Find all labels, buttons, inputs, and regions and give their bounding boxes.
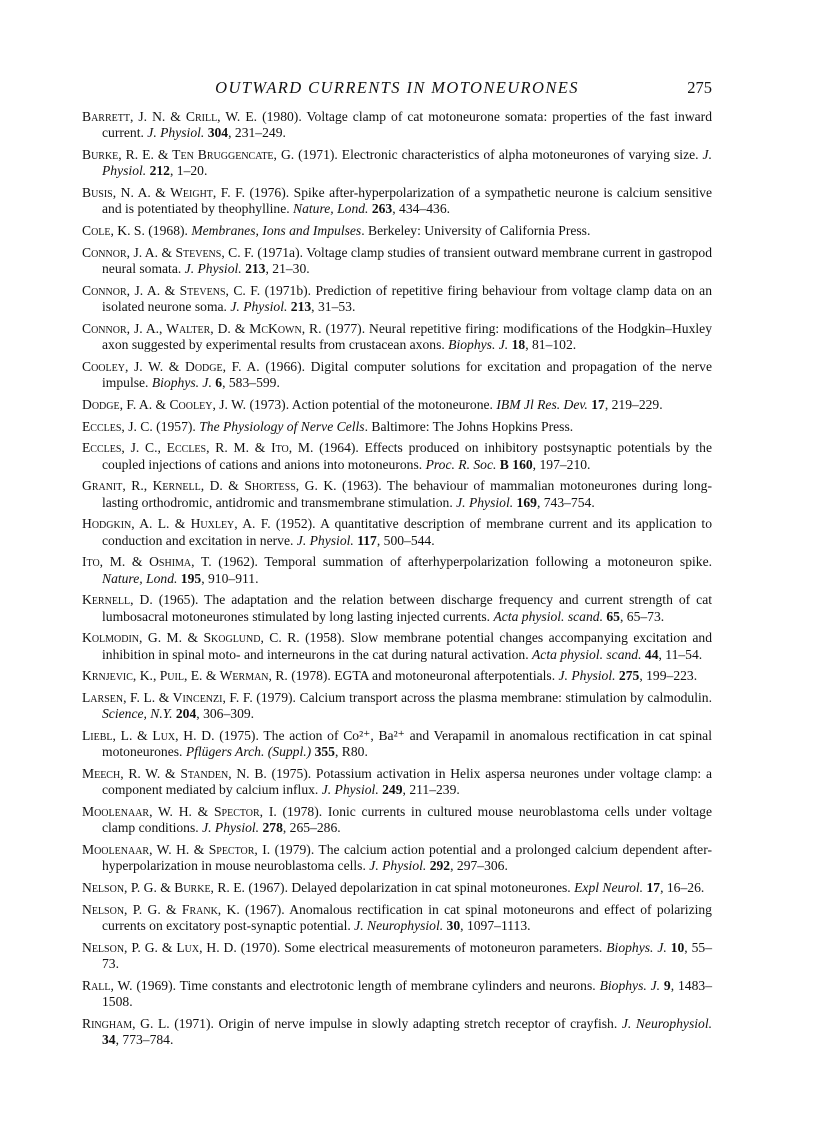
reference-journal: Acta physiol. scand. bbox=[532, 646, 642, 662]
reference-entry bbox=[82, 842, 712, 874]
reference-volume: 195 bbox=[177, 570, 202, 586]
reference-volume: 9 bbox=[660, 977, 671, 993]
reference-authors: Moolenaar, W. H. & Spector, I. bbox=[82, 804, 277, 820]
reference-text: (1958). Slow membrane potential changes accompanying excitation and inhibition in spinal moto- and interneurons in the cat during natural activation. bbox=[102, 630, 713, 662]
reference-volume: 278 bbox=[259, 820, 283, 836]
reference-authors: Kolmodin, G. M. & Skoglund, C. R. bbox=[82, 630, 300, 646]
reference-authors: Barrett, J. N. & Crill, W. E. bbox=[82, 109, 258, 124]
reference-pages: , 306–309. bbox=[196, 706, 255, 722]
reference-authors: Rall, W. bbox=[82, 977, 133, 993]
page-header bbox=[82, 78, 712, 102]
reference-volume: 6 bbox=[211, 375, 223, 390]
reference-entry bbox=[82, 690, 712, 722]
reference-authors: Connor, J. A., Walter, D. & McKown, R. bbox=[82, 320, 322, 336]
reference-journal: Biophys. J. bbox=[151, 375, 212, 390]
reference-entry bbox=[82, 940, 712, 972]
reference-authors: Busis, N. A. & Weight, F. F. bbox=[82, 185, 246, 200]
reference-entry bbox=[82, 978, 712, 1010]
reference-entry bbox=[82, 440, 712, 472]
reference-journal: Biophys. J. bbox=[599, 977, 661, 993]
reference-volume: 17 bbox=[587, 396, 605, 412]
reference-pages: , 231–249. bbox=[228, 125, 286, 141]
reference-authors: Eccles, J. C., Eccles, R. M. & Ito, M. bbox=[82, 440, 314, 456]
reference-authors: Cole, K. S. bbox=[82, 223, 145, 238]
reference-pages: , 65–73. bbox=[619, 608, 665, 624]
reference-pages: , 55–73. bbox=[102, 939, 712, 972]
reference-entry bbox=[82, 728, 712, 760]
reference-journal: Membranes, Ions and Impulses bbox=[191, 223, 362, 238]
reference-pages: , 500–544. bbox=[376, 532, 435, 548]
reference-text: (1975). Potassium activation in Helix aspersa neurones under voltage clamp: a component mediated by calcium influx. bbox=[102, 766, 712, 798]
reference-volume: 292 bbox=[426, 858, 451, 874]
reference-entry bbox=[82, 554, 712, 586]
reference-journal: J. Physiol. bbox=[102, 147, 712, 179]
page-number: 275 bbox=[687, 78, 712, 97]
reference-journal: IBM Jl Res. Dev. bbox=[496, 396, 588, 412]
reference-text: (1979). Calcium transport across the plasma membrane: stimulation by calmodulin. bbox=[252, 690, 712, 706]
reference-volume: 44 bbox=[641, 646, 659, 662]
reference-text: (1966). Digital computer solutions for excitation and propagation of the nerve impulse. bbox=[102, 358, 712, 390]
reference-authors: Nelson, P. G. & Frank, K. bbox=[82, 901, 240, 917]
reference-journal: J. Neurophysiol. bbox=[621, 1015, 713, 1031]
reference-text: (1968). bbox=[144, 223, 192, 238]
reference-entry bbox=[82, 397, 712, 413]
reference-text: (1980). Voltage clamp of cat motoneurone somata: properties of the fast inward current. bbox=[102, 109, 712, 141]
reference-volume: 169 bbox=[513, 494, 537, 510]
reference-volume: 117 bbox=[353, 532, 377, 548]
reference-volume: 30 bbox=[443, 918, 461, 934]
reference-authors: Larsen, F. L. & Vincenzi, F. F. bbox=[82, 690, 253, 706]
reference-journal: Acta physiol. scand. bbox=[493, 608, 603, 624]
reference-text: (1973). Action potential of the motoneurone. bbox=[246, 396, 497, 412]
reference-journal: J. Physiol. bbox=[296, 532, 354, 548]
reference-volume: 10 bbox=[666, 939, 685, 955]
reference-authors: Dodge, F. A. & Cooley, J. W. bbox=[82, 396, 247, 412]
reference-entry bbox=[82, 109, 712, 141]
reference-text: (1967). Delayed depolarization in cat spinal motoneurones. bbox=[244, 880, 575, 896]
reference-entry bbox=[82, 478, 712, 510]
reference-pages: , 265–286. bbox=[282, 820, 341, 836]
reference-entry bbox=[82, 668, 712, 684]
reference-authors: Nelson, P. G. & Burke, R. E. bbox=[82, 880, 245, 896]
reference-text: (1957). bbox=[152, 418, 200, 434]
reference-entry bbox=[82, 359, 712, 391]
reference-pages: , R80. bbox=[334, 744, 368, 760]
reference-authors: Ringham, G. L. bbox=[82, 1015, 170, 1031]
reference-journal: J. Physiol. bbox=[321, 782, 379, 798]
reference-entry bbox=[82, 419, 712, 435]
reference-entry bbox=[82, 630, 712, 662]
reference-journal: J. Neurophysiol. bbox=[354, 918, 444, 934]
reference-text: (1971b). Prediction of repetitive firing behaviour from voltage clamp data on an isolated neurone soma. bbox=[102, 282, 712, 314]
reference-authors: Meech, R. W. & Standen, N. B. bbox=[82, 766, 267, 782]
reference-entry bbox=[82, 592, 712, 624]
reference-journal: Biophys. J. bbox=[448, 337, 509, 352]
reference-pages: , 583–599. bbox=[222, 375, 280, 390]
reference-authors: Nelson, P. G. & Lux, H. D. bbox=[82, 939, 237, 955]
reference-text: (1978). Ionic currents in cultured mouse neuroblastoma cells under voltage clamp conditions. bbox=[102, 804, 712, 836]
reference-pages: , 211–239. bbox=[402, 782, 460, 798]
reference-entry bbox=[82, 1016, 712, 1048]
reference-journal: J. Physiol. bbox=[184, 261, 242, 276]
reference-pages: , 743–754. bbox=[536, 494, 595, 510]
reference-text: (1969). Time constants and electrotonic length of membrane cylinders and neurons. bbox=[132, 977, 600, 993]
reference-pages: , 1483–1508. bbox=[102, 977, 712, 1010]
reference-entry bbox=[82, 245, 712, 277]
reference-pages: , 297–306. bbox=[450, 858, 508, 874]
reference-authors: Burke, R. E. & Ten Bruggencate, G. bbox=[82, 147, 295, 162]
running-title: OUTWARD CURRENTS IN MOTONEURONES bbox=[215, 78, 579, 97]
reference-entry bbox=[82, 147, 712, 179]
reference-entry bbox=[82, 880, 712, 896]
reference-volume: 17 bbox=[643, 880, 661, 896]
reference-text: (1967). Anomalous rectification in cat spinal motoneurons and effect of polarizing currents on excitatory post-synaptic potential. bbox=[102, 901, 712, 934]
reference-text: (1965). The adaptation and the relation between discharge frequency and current strength of cat lumbosacral motoneurones stimulated by long lasting injected currents. bbox=[102, 592, 713, 624]
reference-pages: , 81–102. bbox=[525, 337, 577, 352]
reference-volume: 213 bbox=[241, 261, 266, 276]
reference-pages: , 910–911. bbox=[201, 570, 259, 586]
reference-text: (1978). EGTA and motoneuronal afterpotentials. bbox=[287, 668, 559, 684]
reference-journal: The Physiology of Nerve Cells bbox=[199, 418, 365, 434]
reference-journal: Pflügers Arch. (Suppl.) bbox=[185, 744, 312, 760]
reference-entry bbox=[82, 321, 712, 353]
reference-authors: Connor, J. A. & Stevens, C. F. bbox=[82, 282, 261, 298]
reference-authors: Liebl, L. & Lux, H. D. bbox=[82, 728, 215, 744]
reference-text: (1975). The action of Co²⁺, Ba²⁺ and Verapamil in anomalous rectification in cat spinal motoneurones. bbox=[102, 728, 712, 760]
reference-journal: J. Physiol. bbox=[202, 820, 260, 836]
reference-pages: , 1097–1113. bbox=[460, 918, 531, 934]
reference-text: (1979). The calcium action potential and a prolonged calcium dependent after-hyperpolarization in mouse neuroblastoma cells. bbox=[102, 842, 712, 874]
reference-journal: Nature, Lond. bbox=[102, 570, 178, 586]
reference-journal: Proc. R. Soc. bbox=[425, 456, 497, 472]
reference-authors: Eccles, J. C. bbox=[82, 418, 153, 434]
reference-volume: 213 bbox=[287, 299, 312, 314]
reference-pages: , 31–53. bbox=[311, 299, 356, 314]
reference-list bbox=[82, 109, 712, 1054]
reference-text: (1964). Effects produced on inhibitory postsynaptic potentials by the coupled injections of cations and anions into motoneurons. bbox=[102, 440, 712, 472]
reference-pages: , 219–229. bbox=[604, 396, 663, 412]
reference-text: (1970). Some electrical measurements of motoneuron parameters. bbox=[236, 939, 607, 955]
reference-volume: 212 bbox=[146, 163, 170, 179]
reference-pages: . Berkeley: University of California Press. bbox=[361, 223, 591, 238]
reference-entry bbox=[82, 283, 712, 315]
reference-entry bbox=[82, 902, 712, 934]
reference-text: (1962). Temporal summation of afterhyperpolarization following a motoneuron spike. bbox=[211, 554, 712, 570]
reference-pages: , 11–54. bbox=[658, 646, 703, 662]
reference-pages: , 16–26. bbox=[660, 880, 705, 896]
reference-pages: , 197–210. bbox=[532, 456, 591, 472]
reference-authors: Granit, R., Kernell, D. & Shortess, G. K. bbox=[82, 478, 337, 494]
reference-authors: Ito, M. & Oshima, T. bbox=[82, 554, 212, 570]
reference-journal: J. Physiol. bbox=[558, 668, 616, 684]
reference-volume: 18 bbox=[508, 337, 526, 352]
reference-pages: , 1–20. bbox=[169, 163, 208, 179]
reference-text: (1971). Electronic characteristics of alpha motoneurones of varying size. bbox=[294, 147, 703, 162]
reference-entry bbox=[82, 766, 712, 798]
reference-journal: Biophys. J. bbox=[606, 939, 667, 955]
reference-journal: Expl Neurol. bbox=[574, 880, 644, 896]
reference-journal: J. Physiol. bbox=[147, 125, 205, 141]
reference-journal: J. Physiol. bbox=[230, 299, 288, 314]
reference-volume: 34 bbox=[102, 1032, 116, 1048]
reference-entry bbox=[82, 185, 712, 217]
reference-text: (1971). Origin of nerve impulse in slowly adapting stretch receptor of crayfish. bbox=[169, 1015, 622, 1031]
reference-journal: J. Physiol. bbox=[456, 494, 514, 510]
reference-journal: J. Physiol. bbox=[369, 858, 427, 874]
reference-authors: Hodgkin, A. L. & Huxley, A. F. bbox=[82, 516, 271, 532]
reference-journal: Nature, Lond. bbox=[293, 201, 369, 217]
reference-entry bbox=[82, 223, 712, 239]
reference-entry bbox=[82, 804, 712, 836]
reference-pages: , 199–223. bbox=[639, 668, 698, 684]
reference-authors: Connor, J. A. & Stevens, C. F. bbox=[82, 244, 254, 260]
reference-text: (1952). A quantitative description of membrane current and its application to conduction and excitation in nerve. bbox=[102, 516, 713, 548]
reference-text: (1976). Spike after-hyperpolarization of a sympathetic neurone is calcium sensitive and is potentiated by theophylline. bbox=[102, 185, 713, 217]
reference-volume: 275 bbox=[615, 668, 640, 684]
reference-volume: 355 bbox=[311, 744, 335, 760]
reference-authors: Cooley, J. W. & Dodge, F. A. bbox=[82, 358, 260, 374]
reference-text: (1971a). Voltage clamp studies of transient outward membrane current in gastropod neural somata. bbox=[102, 244, 712, 276]
reference-volume: 65 bbox=[602, 608, 620, 624]
reference-text: (1977). Neural repetitive firing: modifications of the Hodgkin–Huxley axon suggested by experimental results from crustacean axons. bbox=[102, 320, 712, 352]
reference-pages: , 434–436. bbox=[392, 201, 451, 217]
reference-journal: Science, N.Y. bbox=[102, 706, 173, 722]
reference-text: (1963). The behaviour of mammalian motoneurones during long-lasting orthodromic, antidromic and transmembrane stimulation. bbox=[102, 478, 712, 510]
reference-pages: , 773–784. bbox=[115, 1032, 174, 1048]
reference-authors: Moolenaar, W. H. & Spector, I. bbox=[82, 842, 271, 858]
reference-volume: 249 bbox=[378, 782, 403, 798]
reference-volume: 304 bbox=[204, 125, 229, 141]
reference-volume: 263 bbox=[368, 201, 393, 217]
reference-volume: 204 bbox=[172, 706, 197, 722]
reference-authors: Kernell, D. bbox=[82, 592, 153, 608]
reference-pages: , 21–30. bbox=[265, 261, 310, 276]
reference-authors: Krnjevic, K., Puil, E. & Werman, R. bbox=[82, 668, 288, 684]
reference-entry bbox=[82, 516, 712, 548]
reference-pages: . Baltimore: The Johns Hopkins Press. bbox=[364, 418, 574, 434]
reference-volume: B 160 bbox=[496, 456, 533, 472]
